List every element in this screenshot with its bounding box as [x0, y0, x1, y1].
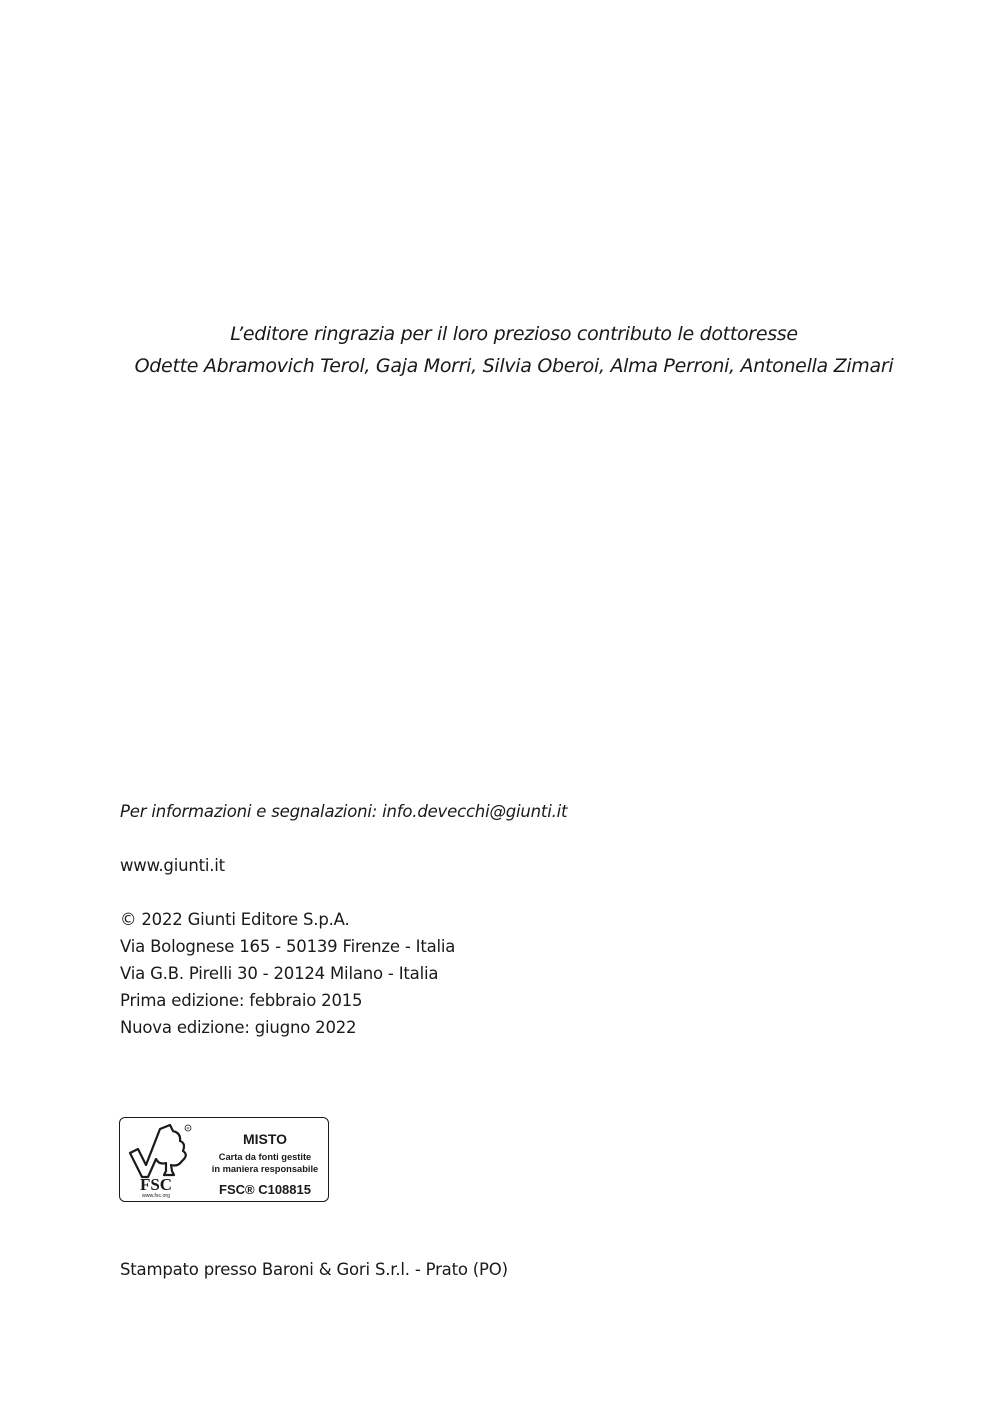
fsc-title: MISTO — [242, 1131, 288, 1147]
fsc-label-text — [204, 1118, 326, 1201]
fsc-logo-url: www.fsc.org — [142, 1193, 170, 1199]
publisher-info — [120, 798, 567, 1041]
fsc-claim — [204, 1152, 326, 1175]
fsc-license-code: FSC® C108815 — [219, 1182, 311, 1197]
new-edition: Nuova edizione: giugno 2022 — [120, 1018, 357, 1037]
copyright-line: © 2022 Giunti Editore S.p.A. — [120, 910, 350, 929]
acknowledgement — [0, 318, 1000, 382]
acknowledgement-line-2: Odette Abramovich Terol, Gaja Morri, Silvia Oberoi, Alma Perroni, Antonella Zimari — [134, 355, 894, 377]
fsc-claim-line-1: Carta da fonti gestite — [218, 1152, 312, 1162]
printer-info: Stampato presso Baroni & Gori S.r.l. - Prato (PO) — [120, 1260, 508, 1279]
website-link: www.giunti.it — [120, 856, 225, 875]
acknowledgement-line-1: L’editore ringrazia per il loro prezioso contributo le dottoresse — [230, 323, 798, 345]
first-edition: Prima edizione: febbraio 2015 — [120, 991, 363, 1010]
fsc-claim-line-2: in maniera responsabile — [211, 1163, 319, 1174]
fsc-checkmark-tree-icon — [126, 1123, 198, 1199]
fsc-certification-label — [119, 1117, 329, 1202]
address-firenze: Via Bolognese 165 - 50139 Firenze - Italia — [120, 937, 456, 956]
fsc-logo-text: FSC — [139, 1175, 173, 1194]
address-milano: Via G.B. Pirelli 30 - 20124 Milano - Italia — [120, 964, 439, 983]
svg-text:R: R — [186, 1125, 190, 1131]
contact-email: Per informazioni e segnalazioni: info.devecchi@giunti.it — [120, 802, 568, 821]
